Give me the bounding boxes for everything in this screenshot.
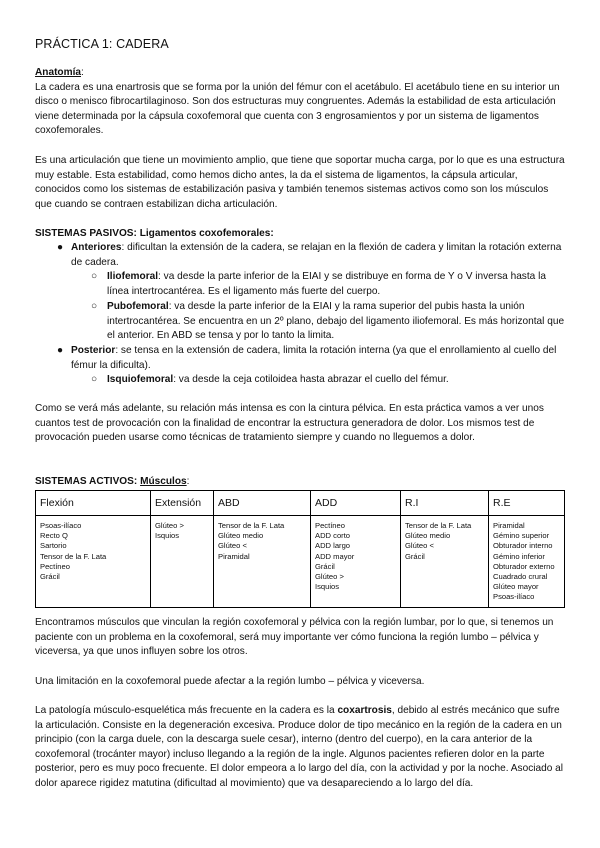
activos-heading-part1: SISTEMAS ACTIVOS: [35, 476, 141, 487]
column-header: ADD [311, 491, 401, 516]
anatomia-paragraph-2: Es una articulación que tiene un movimiento amplio, que tiene que soportar mucha carga, por lo que es una estructura muy estable. Esta estabilidad, como hemos dicho antes, la da el sistema de ligamentos, la cápsula articular, conocidos como los sistemas de estabilización pasiva y también tenemos sistemas activos como son los músculos que cuando se contraen estabilizan dicha articulación. [35, 155, 565, 210]
lumbar-paragraph: Encontramos músculos que vinculan la región coxofemoral y pélvica con la región lumbar, por lo que, si tenemos un paciente con un problema en la coxofemoral, será muy importante ver cómo funciona la región lumbo – pélvica y viceversa, ya que unos influyen sobre los otros. [35, 617, 554, 658]
muscle-item: Obturador externo [493, 561, 555, 571]
muscle-item: Glúteo mayor [493, 582, 539, 592]
list-item-isquiofemoral [35, 373, 565, 388]
bullet-icon: ● [57, 345, 64, 356]
pubofemoral-label: Pubofemoral [107, 301, 169, 312]
patologia-text-c: , debido al estrés mecánico que sufre la articulación. Consiste en la degeneración excesiva. Produce dolor de tipo mecánico en la región de la cadera en un principio (con la carga duele, con la descarga suele cesar), interno (dentro del cuerpo), en la cara anterior de la coxofemoral (trocánter mayor) incluso llegando a la región de la ingle. Algunos pacientes refieren dolor en la parte posterior, pero es muy poco frecuente. El dolor empeora a lo largo del día, con la actividad y por la noche. Asociado al dolor aparece rigidez matutina (dificultad al movimiento) que va desapareciendo a lo largo del día. [35, 705, 563, 789]
muscle-item: Glúteo < [405, 541, 434, 551]
anteriores-text: : dificultan la extensión de la cadera, se relajan en la flexión de cadera y limitan la rotación externa de cadera. [71, 242, 562, 268]
muscle-item: Recto Q [40, 531, 68, 541]
muscle-item: Sartorio [40, 541, 67, 551]
table-header-row [36, 491, 565, 516]
anatomia-text-1: La cadera es una enartrosis que se forma por la unión del fémur con el acetábulo. El acetábulo tiene en su interior un disco o menisco fibrocartilaginoso. Son dos estructuras muy congruentes. Además la estabilidad de esta articulación viene determinada por la cápsula coxofemoral que cuenta con 3 engrosamientos y por un sistema de ligamentos coxofemorales. [35, 81, 560, 137]
muscle-item: Piramidal [218, 551, 250, 561]
muscle-item: Gémino inferior [493, 551, 545, 561]
pasivos-heading-text: SISTEMAS PASIVOS: Ligamentos coxofemorales [35, 228, 271, 239]
muscle-item: Isquios [315, 582, 340, 592]
column-header: R.E [489, 491, 565, 516]
activos-heading [35, 475, 565, 490]
anatomia-heading: Anatomía [35, 67, 81, 78]
muscle-item: Glúteo > [155, 521, 184, 530]
muscle-item: Cuadrado crural [493, 572, 548, 582]
table-cell-add [311, 516, 401, 608]
table-cell-flexion [36, 516, 151, 608]
muscles-table [35, 490, 565, 608]
muscle-item: Pectíneo [315, 521, 345, 530]
muscle-item: ADD mayor [315, 551, 355, 561]
cintura-paragraph: Como se verá más adelante, su relación más intensa es con la cintura pélvica. En esta práctica vamos a ver unos cuantos test de provocación con la finalidad de encontrar la estructura generadora de dolor. Los mismos test de provocación pueden usarse como técnicas de tratamiento siempre y cuando no lleguemos a dolor. [35, 403, 544, 444]
table-cell-extension [151, 516, 214, 608]
anteriores-label: Anteriores [71, 242, 122, 253]
circle-bullet-icon: ○ [91, 301, 98, 312]
bullet-icon: ● [57, 242, 64, 253]
iliofemoral-text: : va desde la parte inferior de la EIAI y se distribuye en forma de Y o V inversa hasta la línea intertrocantérea. Es el ligamento más fuerte del cuerpo. [107, 271, 546, 297]
patologia-text-a: La patología músculo-esquelética más frecuente en la cadera es la [35, 705, 338, 716]
list-item-posterior [35, 344, 565, 373]
anatomia-paragraph-1: Anatomía: La cadera es una enartrosis que se forma por la unión del fémur con el acetábulo. El acetábulo tiene en su interior un disco o menisco fibrocartilaginoso. Son dos estructuras muy congruentes. Además la estabilidad de esta articulación viene determinada por la cápsula coxofemoral que cuenta con 3 engrosamientos y por un sistema de ligamentos coxofemorales. [35, 67, 560, 137]
patologia-paragraph [35, 704, 565, 792]
muscle-item: Psoas-ilíaco [40, 521, 82, 530]
muscle-item: Isquios [155, 531, 180, 541]
list-item-anteriores [35, 241, 565, 270]
table-cell-ri [401, 516, 489, 608]
muscle-item: Glúteo > [315, 572, 344, 582]
pasivos-heading: SISTEMAS PASIVOS: Ligamentos coxofemorales: [35, 228, 274, 239]
muscle-item: Obturador interno [493, 541, 553, 551]
circle-bullet-icon: ○ [91, 271, 98, 282]
list-item-pubofemoral [35, 300, 565, 344]
muscle-item: Glúteo medio [218, 531, 264, 541]
muscle-item: Glúteo < [218, 541, 247, 551]
muscle-item: Tensor de la F. Lata [218, 521, 285, 530]
muscle-item: Gémino superior [493, 531, 550, 541]
posterior-text: : se tensa en la extensión de cadera, limita la rotación interna (ya que el enrollamiento al cuello del fémur la dificulta). [71, 345, 557, 371]
activos-heading-colon: : [186, 476, 190, 487]
muscle-item: ADD largo [315, 541, 351, 551]
page-title: PRÁCTICA 1: CADERA [35, 37, 169, 51]
muscle-item: Tensor de la F. Lata [40, 551, 107, 561]
limitacion-paragraph: Una limitación en la coxofemoral puede afectar a la región lumbo – pélvica y viceversa. [35, 676, 425, 687]
muscle-item: ADD corto [315, 531, 351, 541]
coxartrosis-term: coxartrosis [337, 705, 392, 716]
activos-heading-part2: Músculos [140, 476, 187, 487]
muscle-item: Grácil [315, 561, 335, 571]
muscle-item: Tensor de la F. Lata [405, 521, 472, 530]
column-header: ABD [214, 491, 311, 516]
isquiofemoral-text: : va desde la ceja cotiloidea hasta abrazar el cuello del fémur. [173, 374, 449, 385]
table-cell-re [489, 516, 565, 608]
muscle-item: Grácil [40, 572, 60, 582]
muscle-item: Pectíneo [40, 561, 70, 571]
posterior-label: Posterior [71, 345, 116, 356]
isquiofemoral-label: Isquiofemoral [107, 374, 174, 385]
pubofemoral-text: : va desde la parte inferior de la EIAI y la rama superior del pubis hasta la unión intertrocantérea. Se encuentra en un 2º plano, debajo del ligamento iliofemoral. Es más horizontal que el anterior. En ABD se tensa y por lo tanto la limita. [107, 301, 565, 342]
iliofemoral-label: Iliofemoral [107, 271, 159, 282]
muscle-item: Piramidal [493, 521, 525, 530]
list-item-iliofemoral [35, 270, 565, 299]
circle-bullet-icon: ○ [91, 374, 98, 385]
column-header: R.I [401, 491, 489, 516]
muscle-item: Glúteo medio [405, 531, 451, 541]
muscle-item: Grácil [405, 551, 425, 561]
column-header: Flexión [36, 491, 151, 516]
table-row [36, 516, 565, 608]
column-header: Extensión [151, 491, 214, 516]
table-cell-abd [214, 516, 311, 608]
muscle-item: Psoas-ilíaco [493, 592, 535, 602]
